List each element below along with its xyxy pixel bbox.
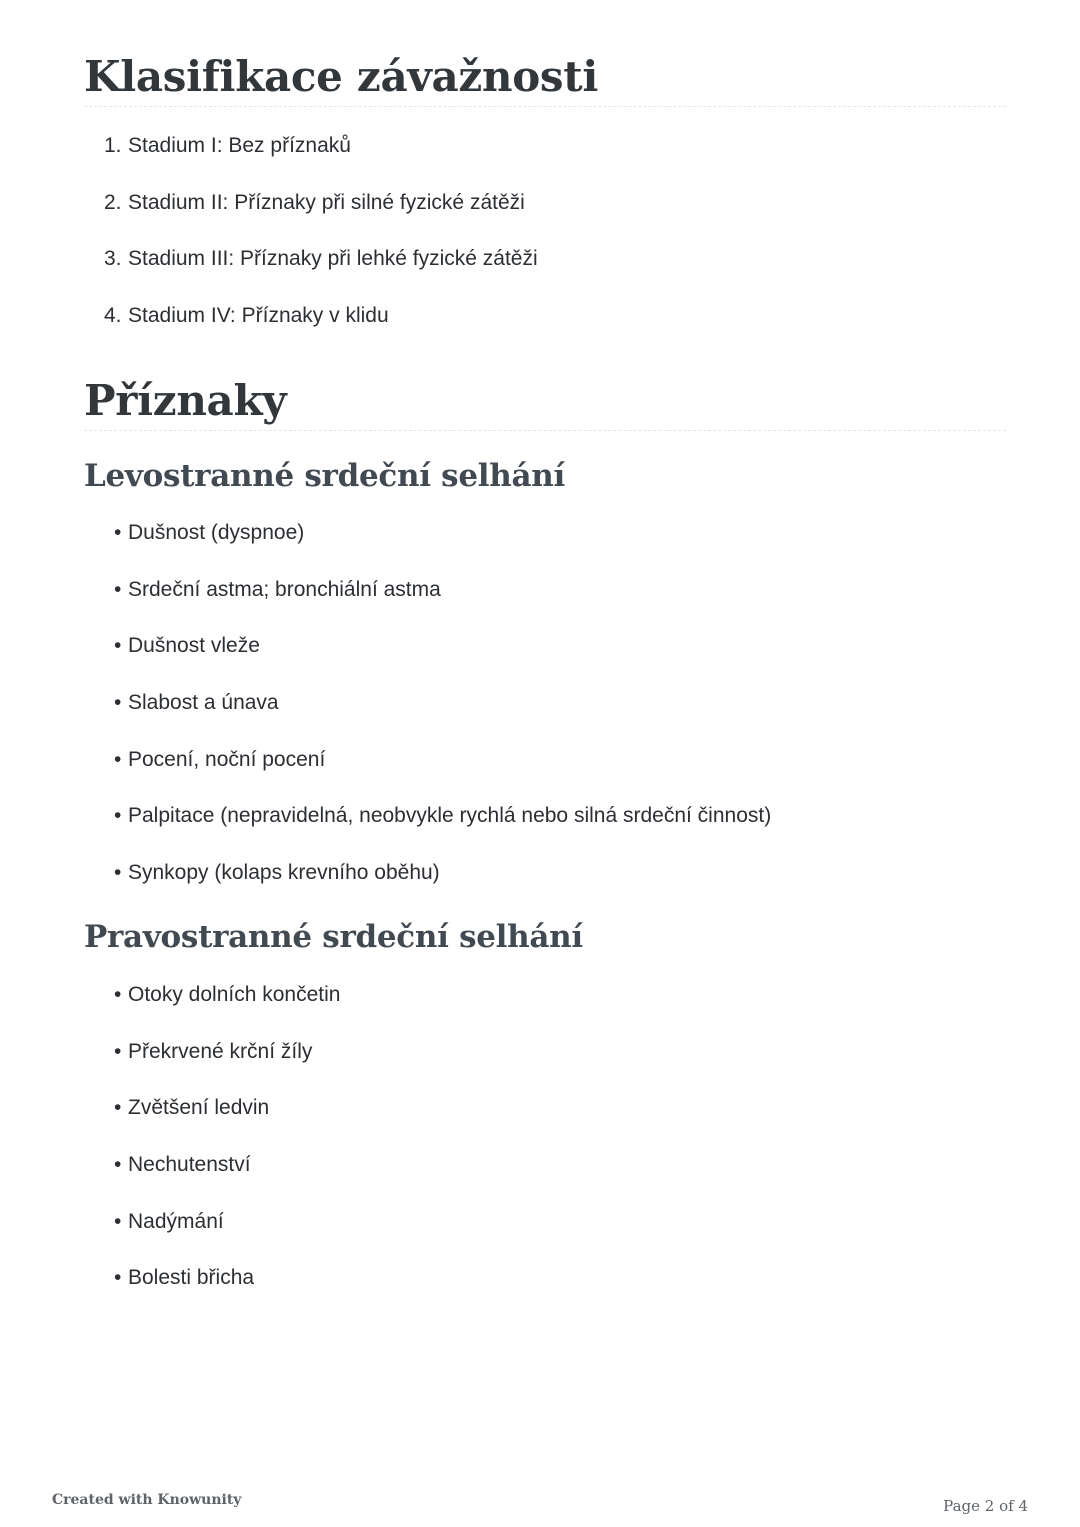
footer-credit: Created with Knowunity bbox=[52, 1492, 242, 1508]
list-item: • Srdeční astma; bronchiální astma bbox=[114, 577, 441, 601]
list-item: • Bolesti břicha bbox=[114, 1266, 255, 1290]
left-heart-failure-heading: Levostranné srdeční selhání bbox=[84, 458, 565, 494]
list-item: 4. Stadium IV: Příznaky v klidu bbox=[104, 304, 389, 328]
list-item: • Synkopy (kolaps krevního oběhu) bbox=[114, 861, 440, 885]
list-item: 1. Stadium I: Bez příznaků bbox=[104, 134, 351, 157]
right-heart-failure-list bbox=[84, 982, 340, 1322]
list-item: 3. Stadium III: Příznaky při lehké fyzické zátěži bbox=[104, 247, 538, 271]
right-heart-failure-heading: Pravostranné srdeční selhání bbox=[84, 919, 583, 955]
severity-list bbox=[84, 133, 538, 360]
page-number: Page 2 of 4 bbox=[943, 1497, 1028, 1515]
list-item: • Slabost a únava bbox=[114, 691, 279, 715]
list-item: 2. Stadium II: Příznaky při silné fyzické zátěži bbox=[104, 190, 525, 214]
list-item: • Otoky dolních končetin bbox=[114, 983, 341, 1006]
list-item: • Dušnost (dyspnoe) bbox=[114, 521, 305, 544]
severity-heading: Klasifikace závažnosti bbox=[84, 52, 1006, 107]
list-item: • Nadýmání bbox=[114, 1209, 224, 1233]
list-item: • Zvětšení ledvin bbox=[114, 1096, 270, 1120]
list-item: • Dušnost vleže bbox=[114, 634, 260, 658]
left-heart-failure-list bbox=[84, 520, 771, 917]
list-item: • Nechutenství bbox=[114, 1153, 251, 1177]
list-item: • Palpitace (nepravidelná, neobvykle rychlá nebo silná srdeční činnost) bbox=[114, 804, 772, 828]
list-item: • Pocení, noční pocení bbox=[114, 747, 326, 771]
list-item: • Překrvené krční žíly bbox=[114, 1039, 313, 1063]
symptoms-heading: Příznaky bbox=[84, 376, 1006, 431]
